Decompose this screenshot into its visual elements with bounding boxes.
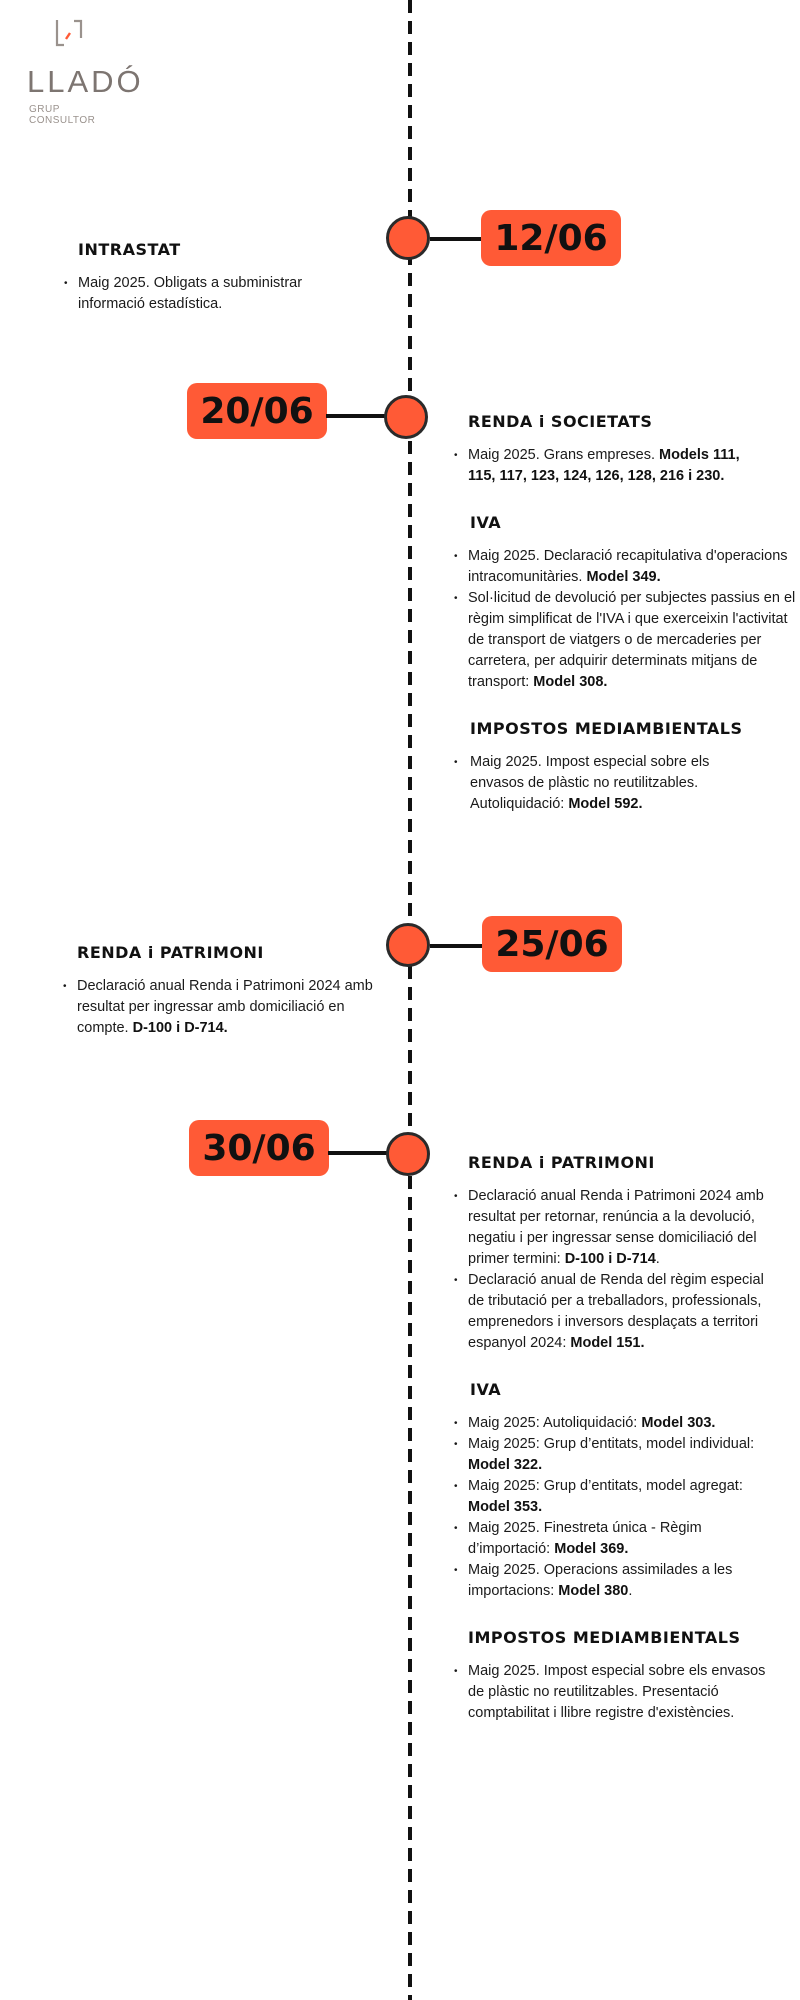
timeline-node bbox=[384, 395, 428, 439]
event-block-2506 bbox=[61, 943, 391, 1065]
item-list bbox=[452, 752, 800, 815]
date-badge: 12/06 bbox=[481, 210, 621, 266]
list-item: • Maig 2025: Grup d’entitats, model individual: Model 322. bbox=[452, 1434, 782, 1476]
list-item: • Maig 2025. Impost especial sobre els envasos de plàstic no reutilitzables. Autoliquidació: Model 592. bbox=[452, 752, 800, 815]
logo-mark-icon bbox=[54, 18, 84, 48]
section-heading: RENDA i SOCIETATS bbox=[468, 412, 653, 431]
event-block-3006 bbox=[452, 1153, 782, 1750]
timeline-connector bbox=[430, 944, 484, 948]
logo-name: LLADÓ bbox=[27, 64, 144, 99]
item-list bbox=[452, 1186, 782, 1354]
item-list bbox=[452, 445, 800, 487]
section-heading: INTRASTAT bbox=[78, 240, 181, 259]
list-item: • Maig 2025. Finestreta única - Règim d’importació: Model 369. bbox=[452, 1518, 782, 1560]
item-list bbox=[452, 1413, 782, 1602]
section-heading: IMPOSTOS MEDIAMBIENTALS bbox=[470, 719, 743, 738]
list-item: • Sol·licitud de devolució per subjectes passius en el règim simplificat de l'IVA i que exerceixin l'activitat de transport de viatgers o de mercaderies per carretera, per adquirir determinats mitjans de transport: Model 308. bbox=[452, 588, 800, 693]
list-item: • Maig 2025. Operacions assimilades a les importacions: Model 380. bbox=[452, 1560, 782, 1602]
item-list bbox=[452, 1661, 782, 1724]
section-heading: RENDA i PATRIMONI bbox=[468, 1153, 655, 1172]
list-item: • Maig 2025. Obligats a subministrar informació estadística. bbox=[62, 273, 322, 315]
date-badge: 20/06 bbox=[187, 383, 327, 439]
list-item: • Maig 2025: Autoliquidació: Model 303. bbox=[452, 1413, 782, 1434]
list-item: • Declaració anual Renda i Patrimoni 2024 amb resultat per ingressar amb domiciliació en compte. D-100 i D-714. bbox=[61, 976, 391, 1039]
list-item: • Declaració anual Renda i Patrimoni 2024 amb resultat per retornar, renúncia a la devolució, negatiu i per ingressar sense domiciliació del primer termini: D-100 i D-714. bbox=[452, 1186, 782, 1270]
date-badge: 25/06 bbox=[482, 916, 622, 972]
timeline-node bbox=[386, 216, 430, 260]
section-heading: IVA bbox=[470, 513, 502, 532]
list-item: • Maig 2025: Grup d’entitats, model agregat: Model 353. bbox=[452, 1476, 782, 1518]
timeline-connector bbox=[326, 414, 386, 418]
timeline-connector bbox=[430, 237, 482, 241]
timeline-connector bbox=[328, 1151, 388, 1155]
list-item: • Declaració anual de Renda del règim especial de tributació per a treballadors, professionals, emprenedors i inversors desplaçats a territori espanyol 2024: Model 151. bbox=[452, 1270, 782, 1354]
company-logo bbox=[27, 18, 144, 126]
timeline-node bbox=[386, 1132, 430, 1176]
section-heading: IVA bbox=[470, 1380, 502, 1399]
event-block-1206 bbox=[62, 240, 322, 341]
item-list bbox=[61, 976, 391, 1039]
section-heading: RENDA i PATRIMONI bbox=[77, 943, 264, 962]
list-item: • Maig 2025. Impost especial sobre els envasos de plàstic no reutilitzables. Presentació comptabilitat i llibre registre d'existències. bbox=[452, 1661, 782, 1724]
item-list bbox=[62, 273, 322, 315]
list-item: • Maig 2025. Grans empreses. Models 111, 115, 117, 123, 124, 126, 128, 216 i 230. bbox=[452, 445, 800, 487]
timeline-node bbox=[386, 923, 430, 967]
item-list bbox=[452, 546, 800, 693]
timeline-line bbox=[405, 0, 415, 2000]
logo-subtitle: GRUP CONSULTOR bbox=[29, 104, 96, 126]
date-badge: 30/06 bbox=[189, 1120, 329, 1176]
list-item: • Maig 2025. Declaració recapitulativa d'operacions intracomunitàries. Model 349. bbox=[452, 546, 800, 588]
event-block-2006 bbox=[452, 412, 800, 841]
section-heading: IMPOSTOS MEDIAMBIENTALS bbox=[468, 1628, 741, 1647]
